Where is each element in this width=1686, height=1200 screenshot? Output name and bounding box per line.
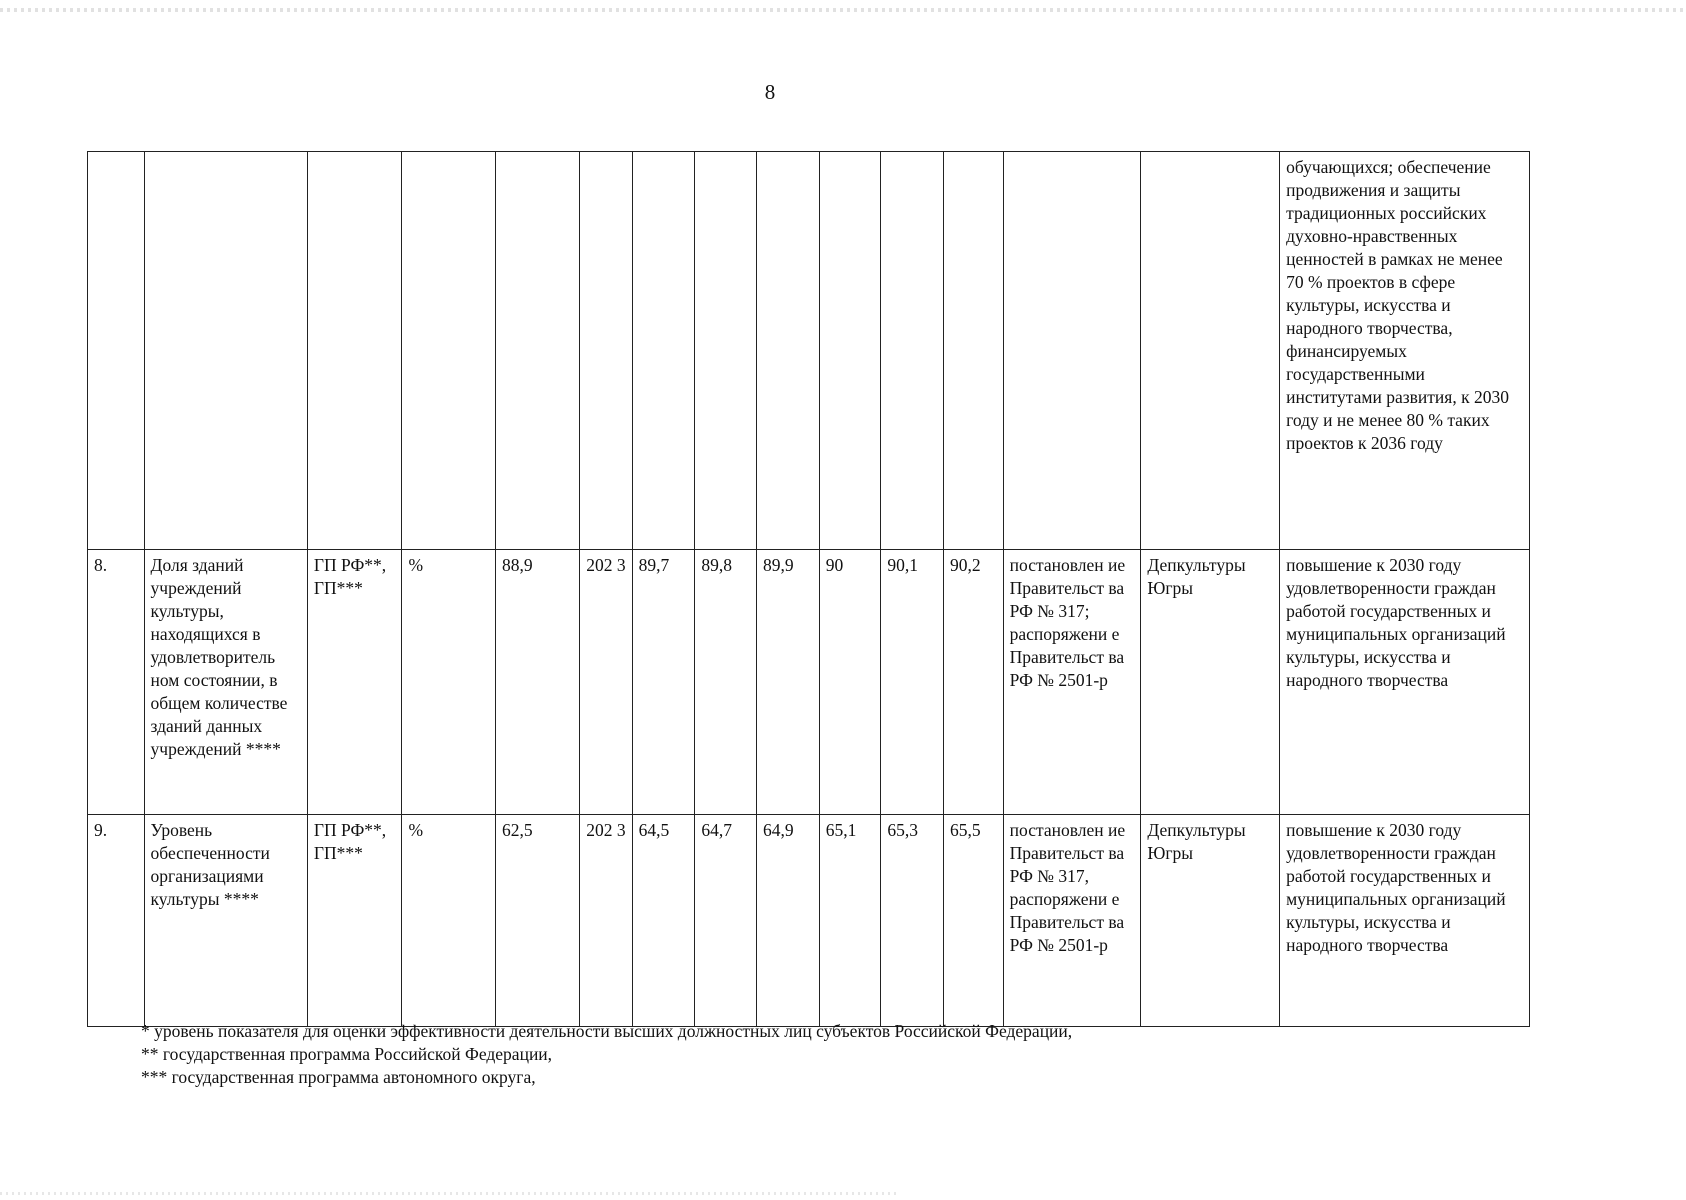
- footnote: ** государственная программа Российской Федерации,: [141, 1044, 553, 1064]
- page-number: 8: [764, 80, 776, 104]
- cell-name: [144, 152, 307, 550]
- cell-program: ГП РФ**, ГП***: [307, 550, 402, 815]
- cell-base-value: 88,9: [495, 550, 579, 815]
- cell-base-year: 202 3: [580, 815, 632, 1027]
- cell-value: 90,2: [944, 550, 1004, 815]
- table-row-continuation: [88, 152, 1530, 550]
- footnotes: [141, 1020, 1441, 1089]
- cell-unit: [402, 152, 496, 550]
- cell-value: 90,1: [881, 550, 944, 815]
- cell-value: [881, 152, 944, 550]
- cell-base-year: 202 3: [580, 550, 632, 815]
- cell-result: повышение к 2030 году удовлетворенности граждан работой государственных и муниципальных организаций культуры, искусства и народного творчества: [1280, 815, 1530, 1027]
- cell-unit: %: [402, 550, 496, 815]
- cell-document: постановлен ие Правительст ва РФ № 317; распоряжени е Правительст ва РФ № 2501-р: [1003, 550, 1141, 815]
- indicators-table: [87, 151, 1530, 1027]
- cell-responsible: [1141, 152, 1280, 550]
- scan-edge-top: [0, 8, 1686, 12]
- footnote: *** государственная программа автономного округа,: [141, 1067, 536, 1087]
- table-row: [88, 550, 1530, 815]
- cell-result: повышение к 2030 году удовлетворенности граждан работой государственных и муниципальных организаций культуры, искусства и народного творчества: [1280, 550, 1530, 815]
- cell-value: [944, 152, 1004, 550]
- cell-num: 9.: [88, 815, 145, 1027]
- footnote: * уровень показателя для оценки эффективности деятельности высших должностных лиц субъектов Российской Федерации,: [141, 1021, 1073, 1041]
- cell-base-year: [580, 152, 632, 550]
- cell-value: 65,3: [881, 815, 944, 1027]
- cell-value: 89,7: [632, 550, 695, 815]
- cell-program: [307, 152, 402, 550]
- cell-value: [819, 152, 881, 550]
- scan-edge-bottom: [0, 1192, 900, 1195]
- cell-value: 64,5: [632, 815, 695, 1027]
- cell-value: 64,7: [695, 815, 757, 1027]
- cell-responsible: Депкультуры Югры: [1141, 815, 1280, 1027]
- cell-base-value: [495, 152, 579, 550]
- cell-document: постановлен ие Правительст ва РФ № 317, распоряжени е Правительст ва РФ № 2501-р: [1003, 815, 1141, 1027]
- cell-value: 64,9: [757, 815, 820, 1027]
- cell-value: [695, 152, 757, 550]
- cell-value: 89,9: [757, 550, 820, 815]
- cell-name: Уровень обеспеченности организациями культуры ****: [144, 815, 307, 1027]
- cell-program: ГП РФ**, ГП***: [307, 815, 402, 1027]
- cell-responsible: Депкультуры Югры: [1141, 550, 1280, 815]
- cell-value: 90: [819, 550, 881, 815]
- cell-num: 8.: [88, 550, 145, 815]
- cell-document: [1003, 152, 1141, 550]
- cell-value: 65,5: [944, 815, 1004, 1027]
- cell-name: Доля зданий учреждений культуры, находящихся в удовлетворитель ном состоянии, в общем количестве зданий данных учреждений ****: [144, 550, 307, 815]
- cell-value: 65,1: [819, 815, 881, 1027]
- cell-unit: %: [402, 815, 496, 1027]
- cell-value: 89,8: [695, 550, 757, 815]
- cell-num: [88, 152, 145, 550]
- cell-base-value: 62,5: [495, 815, 579, 1027]
- cell-value: [632, 152, 695, 550]
- table-row: [88, 815, 1530, 1027]
- cell-result: обучающихся; обеспечение продвижения и защиты традиционных российских духовно-нравственных ценностей в рамках не менее 70 % проектов в сфере культуры, искусства и народного творчества, финансируемых государственными институтами развития, к 2030 году и не менее 80 % таких проектов к 2036 году: [1280, 152, 1530, 550]
- cell-value: [757, 152, 820, 550]
